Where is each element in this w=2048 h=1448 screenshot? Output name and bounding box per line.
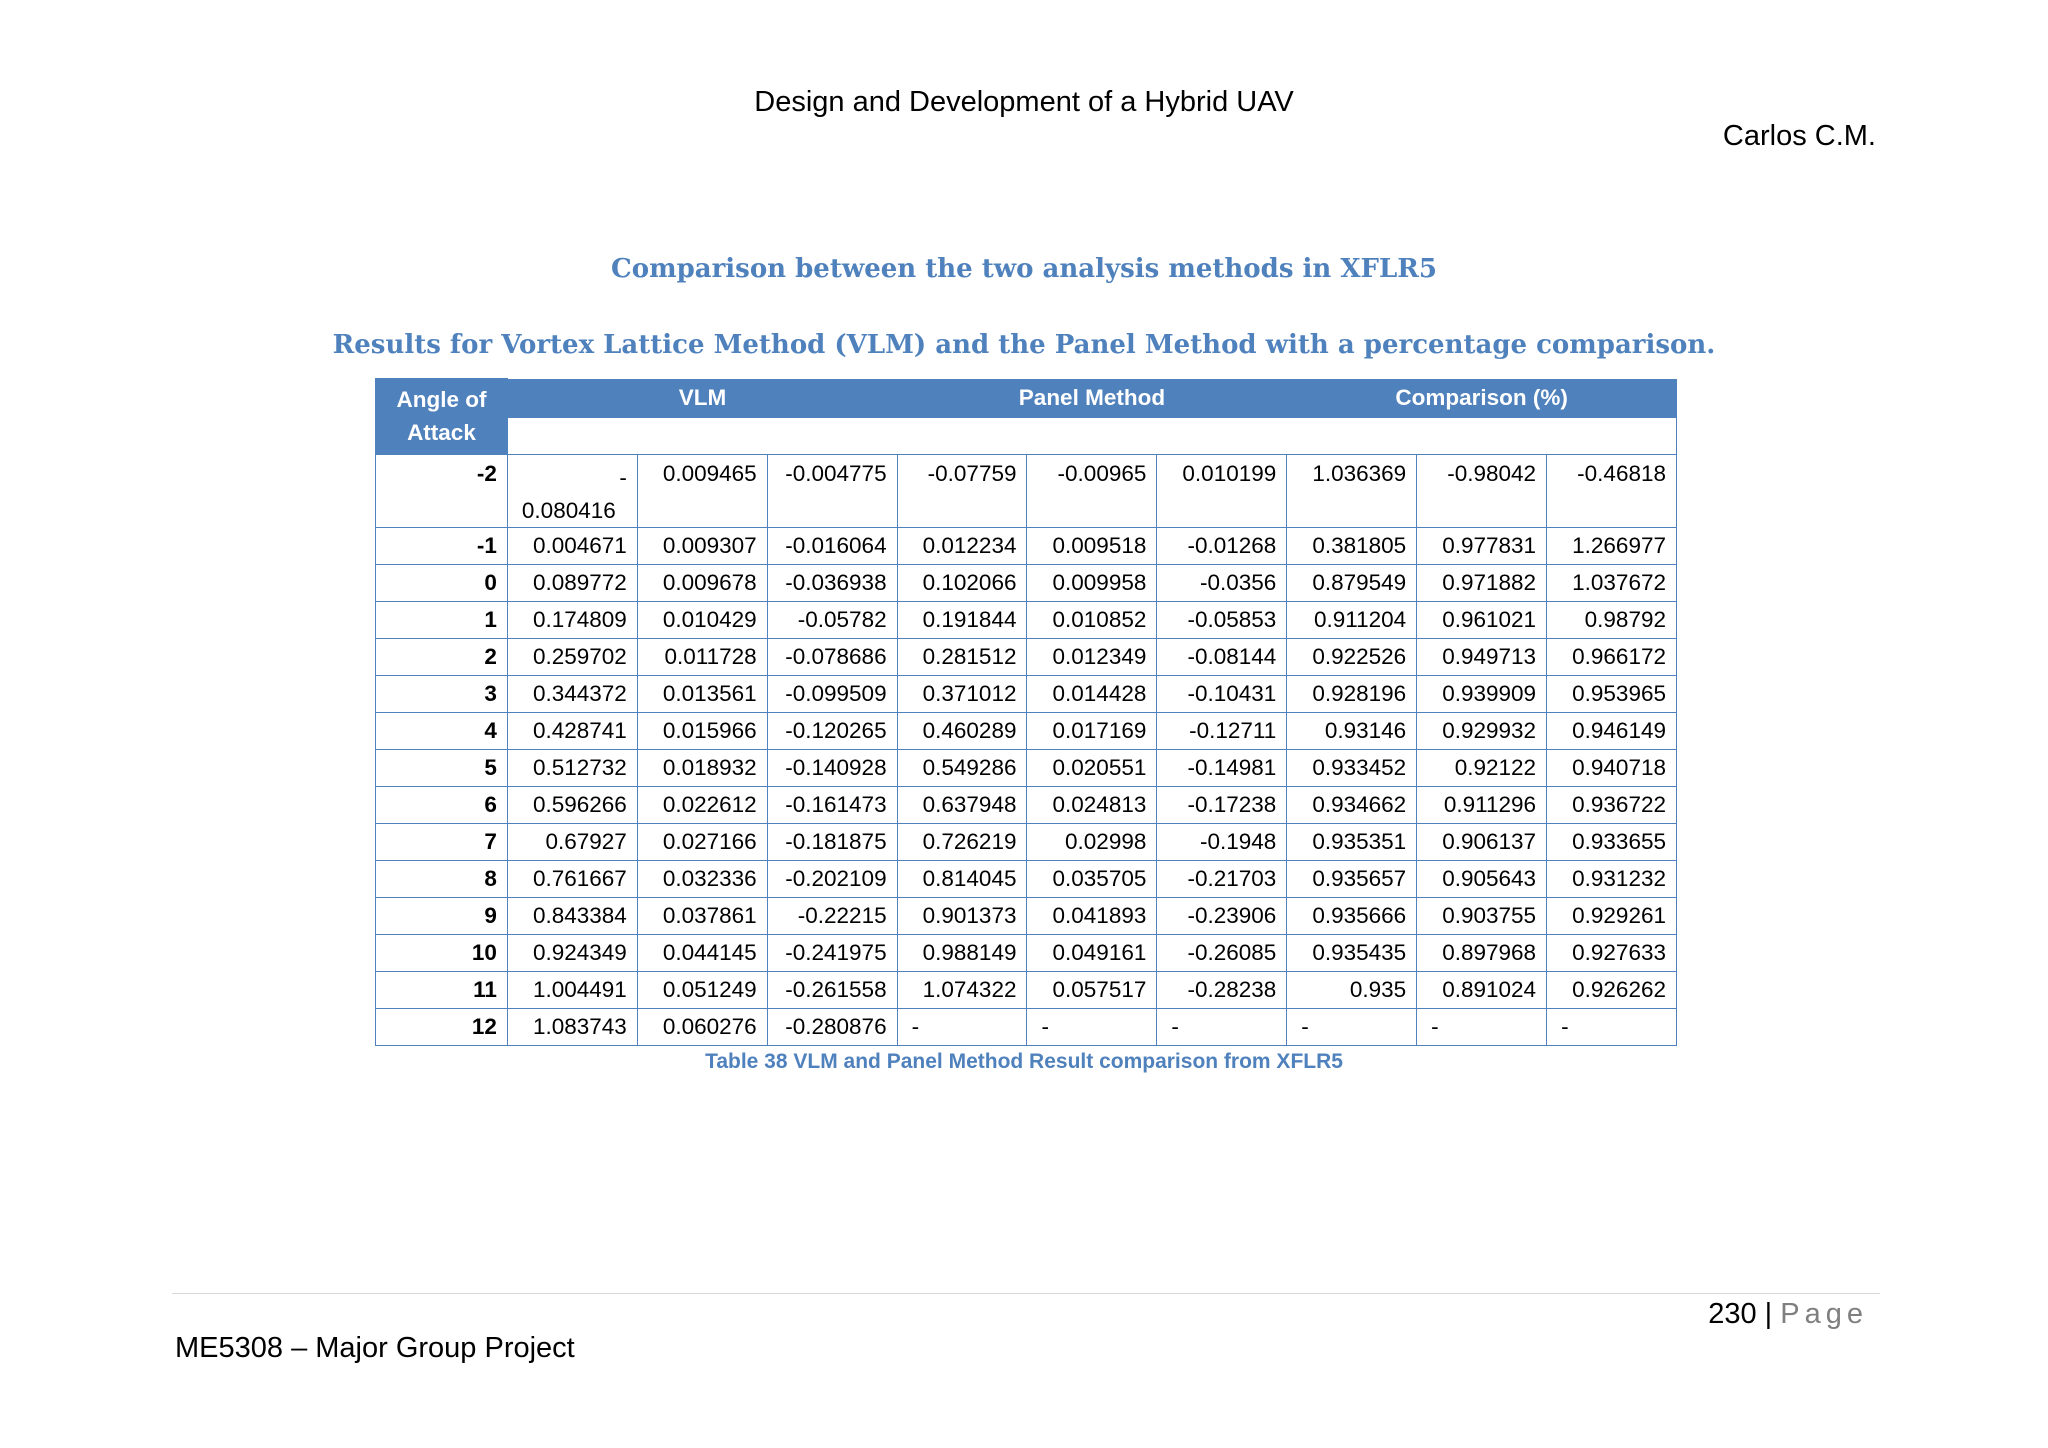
table-cell: 0.174809: [507, 601, 637, 638]
table-cell: -0.46818: [1547, 454, 1677, 527]
table-cell: 0.281512: [897, 638, 1027, 675]
table-cell: 0.044145: [637, 934, 767, 971]
table-cell: 0.927633: [1547, 934, 1677, 971]
document-header-author: Carlos C.M.: [1722, 120, 1876, 152]
table-cell: 0.977831: [1417, 527, 1547, 564]
table-cell: 0.971882: [1417, 564, 1547, 601]
table-cell: -: [1157, 1008, 1287, 1045]
table-cell: 0.512732: [507, 749, 637, 786]
header-comparison: Comparison (%): [1287, 379, 1677, 418]
table-cell: 0.009678: [637, 564, 767, 601]
table-cell: 0.012234: [897, 527, 1027, 564]
table-cell: -0.21703: [1157, 860, 1287, 897]
subheader-blank: [507, 417, 1676, 454]
table-cell: 0.089772: [507, 564, 637, 601]
table-cell: 0.460289: [897, 712, 1027, 749]
table-cell: 0.906137: [1417, 823, 1547, 860]
angle-of-attack-cell: 10: [376, 934, 508, 971]
table-cell: 0.011728: [637, 638, 767, 675]
table-cell: 0.98792: [1547, 601, 1677, 638]
table-cell: 0.67927: [507, 823, 637, 860]
wrapped-digits: 0.080416: [521, 497, 616, 523]
table-cell: 0.032336: [637, 860, 767, 897]
table-cell: 0.017169: [1027, 712, 1157, 749]
table-cell: 1.266977: [1547, 527, 1677, 564]
table-cell: 0.928196: [1287, 675, 1417, 712]
table-cell: 1.037672: [1547, 564, 1677, 601]
table-cell: -0.241975: [767, 934, 897, 971]
table-cell: 0.010199: [1157, 454, 1287, 527]
table-row: [376, 897, 1677, 934]
angle-of-attack-cell: 5: [376, 749, 508, 786]
table-cell: 0.371012: [897, 675, 1027, 712]
table-cell: -0.07759: [897, 454, 1027, 527]
table-row: [376, 454, 1677, 527]
table-cell: 0.814045: [897, 860, 1027, 897]
table-cell: 0.344372: [507, 675, 637, 712]
table-row: [376, 1008, 1677, 1045]
table-cell: -0.00965: [1027, 454, 1157, 527]
table-cell: -: [897, 1008, 1027, 1045]
table-cell: 0.010429: [637, 601, 767, 638]
table-cell: -0.98042: [1417, 454, 1547, 527]
table-cell: -0.08144: [1157, 638, 1287, 675]
table-row: [376, 934, 1677, 971]
table-cell: 0.022612: [637, 786, 767, 823]
table-cell: -0.078686: [767, 638, 897, 675]
table-cell: 1.074322: [897, 971, 1027, 1008]
table-cell: 0.726219: [897, 823, 1027, 860]
table-cell: 0.935666: [1287, 897, 1417, 934]
table-cell: 0.931232: [1547, 860, 1677, 897]
table-cell: 0.761667: [507, 860, 637, 897]
table-row: [376, 601, 1677, 638]
page-number-separator: |: [1764, 1298, 1773, 1330]
table-cell: -0.120265: [767, 712, 897, 749]
table-cell: -0.280876: [767, 1008, 897, 1045]
wrapped-sign: -: [619, 464, 627, 490]
table-cell: 0.903755: [1417, 897, 1547, 934]
page-number-value: 230: [1708, 1298, 1757, 1330]
table-cell: 0.102066: [897, 564, 1027, 601]
table-cell: 0.897968: [1417, 934, 1547, 971]
table-cell: -0.004775: [767, 454, 897, 527]
table-cell: 0.924349: [507, 934, 637, 971]
table-cell: 0.012349: [1027, 638, 1157, 675]
table-cell: 0.004671: [507, 527, 637, 564]
table-cell: 0.92122: [1417, 749, 1547, 786]
table-cell: 0.935435: [1287, 934, 1417, 971]
table-cell: 0.381805: [1287, 527, 1417, 564]
header-angle-of-attack: Angle of Attack: [376, 379, 508, 455]
table-cell: 0.014428: [1027, 675, 1157, 712]
table-cell: 0.934662: [1287, 786, 1417, 823]
table-cell: 0.035705: [1027, 860, 1157, 897]
table-cell: 0.901373: [897, 897, 1027, 934]
angle-of-attack-cell: -2: [376, 454, 508, 527]
table-cell: -0.016064: [767, 527, 897, 564]
table-cell: -: [1547, 1008, 1677, 1045]
table-cell: 0.010852: [1027, 601, 1157, 638]
table-cell: 0.891024: [1417, 971, 1547, 1008]
table-cell: 0.596266: [507, 786, 637, 823]
section-title: Comparison between the two analysis methods in XFLR5: [611, 254, 1437, 284]
angle-of-attack-cell: 8: [376, 860, 508, 897]
table-cell: 0.549286: [897, 749, 1027, 786]
table-cell: -: [1027, 1008, 1157, 1045]
table-row: [376, 712, 1677, 749]
table-row: [376, 786, 1677, 823]
table-cell: -0.22215: [767, 897, 897, 934]
table-cell: 0.191844: [897, 601, 1027, 638]
table-cell: 0.009518: [1027, 527, 1157, 564]
table-cell: 0.949713: [1417, 638, 1547, 675]
table-cell: 0.933452: [1287, 749, 1417, 786]
page-number: [1708, 1298, 1868, 1331]
table-cell: 0.911204: [1287, 601, 1417, 638]
table-cell: 0.933655: [1547, 823, 1677, 860]
table-cell: -0.17238: [1157, 786, 1287, 823]
table-cell: 0.009465: [637, 454, 767, 527]
table-cell: 0.940718: [1547, 749, 1677, 786]
table-cell: 0.935: [1287, 971, 1417, 1008]
table-cell: 0.060276: [637, 1008, 767, 1045]
table-cell: 0.935657: [1287, 860, 1417, 897]
footer-divider: [172, 1293, 1880, 1294]
footer-course: ME5308 – Major Group Project: [175, 1332, 575, 1364]
table-cell: -0.10431: [1157, 675, 1287, 712]
table-row: [376, 675, 1677, 712]
table-cell: -0.23906: [1157, 897, 1287, 934]
angle-of-attack-cell: 0: [376, 564, 508, 601]
table-cell: -0.01268: [1157, 527, 1287, 564]
table-cell: 0.988149: [897, 934, 1027, 971]
table-cell: 1.004491: [507, 971, 637, 1008]
table-row: [376, 638, 1677, 675]
table-cell: -0.05782: [767, 601, 897, 638]
table-cell: 0.259702: [507, 638, 637, 675]
page-label: Page: [1780, 1298, 1868, 1330]
table-body: [376, 454, 1677, 1045]
table-cell: -: [1287, 1008, 1417, 1045]
table-cell: -0.181875: [767, 823, 897, 860]
table-row: [376, 564, 1677, 601]
table-cell: 0.936722: [1547, 786, 1677, 823]
angle-of-attack-cell: 4: [376, 712, 508, 749]
table-cell: 0.966172: [1547, 638, 1677, 675]
header-panel-method: Panel Method: [897, 379, 1287, 418]
table-cell: 0.953965: [1547, 675, 1677, 712]
table-cell: 0.939909: [1417, 675, 1547, 712]
table-cell: 0.428741: [507, 712, 637, 749]
table-row: [376, 971, 1677, 1008]
table-cell: 0.929261: [1547, 897, 1677, 934]
angle-of-attack-cell: 7: [376, 823, 508, 860]
table-cell: 0.020551: [1027, 749, 1157, 786]
table-cell: 0.637948: [897, 786, 1027, 823]
table-cell: 0.02998: [1027, 823, 1157, 860]
table-cell: 0.049161: [1027, 934, 1157, 971]
table-cell: -: [1417, 1008, 1547, 1045]
table-cell: -0.261558: [767, 971, 897, 1008]
table-cell: 0.009958: [1027, 564, 1157, 601]
table-cell: 1.083743: [507, 1008, 637, 1045]
document-header-title: Design and Development of a Hybrid UAV: [754, 86, 1294, 118]
angle-of-attack-cell: 1: [376, 601, 508, 638]
angle-of-attack-cell: 12: [376, 1008, 508, 1045]
table-cell: 0.051249: [637, 971, 767, 1008]
table-cell: -0.26085: [1157, 934, 1287, 971]
table-cell: -0.14981: [1157, 749, 1287, 786]
table-cell: 0.024813: [1027, 786, 1157, 823]
angle-of-attack-cell: 3: [376, 675, 508, 712]
table-row: [376, 749, 1677, 786]
table-cell: 0.879549: [1287, 564, 1417, 601]
table-cell: -0.140928: [767, 749, 897, 786]
table-cell: [507, 454, 637, 527]
table-cell: 0.93146: [1287, 712, 1417, 749]
table-row: [376, 860, 1677, 897]
header-vlm: VLM: [507, 379, 897, 418]
table-cell: -0.1948: [1157, 823, 1287, 860]
table-cell: 0.961021: [1417, 601, 1547, 638]
table-cell: -0.161473: [767, 786, 897, 823]
table-cell: 0.905643: [1417, 860, 1547, 897]
table-row: [376, 527, 1677, 564]
table-cell: 0.929932: [1417, 712, 1547, 749]
table-cell: 0.935351: [1287, 823, 1417, 860]
table-cell: 0.911296: [1417, 786, 1547, 823]
table-cell: 0.037861: [637, 897, 767, 934]
table-cell: 0.843384: [507, 897, 637, 934]
table-cell: 0.015966: [637, 712, 767, 749]
table-cell: -0.036938: [767, 564, 897, 601]
table-cell: 1.036369: [1287, 454, 1417, 527]
table-cell: -0.12711: [1157, 712, 1287, 749]
table-cell: 0.027166: [637, 823, 767, 860]
table-row: [376, 823, 1677, 860]
table-cell: 0.009307: [637, 527, 767, 564]
table-cell: -0.0356: [1157, 564, 1287, 601]
table-cell: 0.018932: [637, 749, 767, 786]
section-subtitle: Results for Vortex Lattice Method (VLM) and the Panel Method with a percentage comparison.: [332, 330, 1716, 360]
angle-of-attack-cell: 11: [376, 971, 508, 1008]
table-cell: -0.28238: [1157, 971, 1287, 1008]
angle-of-attack-cell: 2: [376, 638, 508, 675]
table-caption: Table 38 VLM and Panel Method Result comparison from XFLR5: [705, 1050, 1343, 1073]
table-cell: 0.057517: [1027, 971, 1157, 1008]
angle-of-attack-cell: -1: [376, 527, 508, 564]
table-cell: 0.926262: [1547, 971, 1677, 1008]
table-subheader-row: [376, 417, 1677, 454]
table-cell: -0.099509: [767, 675, 897, 712]
table-cell: -0.05853: [1157, 601, 1287, 638]
table-cell: -0.202109: [767, 860, 897, 897]
table-cell: 0.041893: [1027, 897, 1157, 934]
table-header-row: [376, 379, 1677, 418]
table-cell: 0.013561: [637, 675, 767, 712]
table-cell: 0.922526: [1287, 638, 1417, 675]
results-table: [375, 378, 1677, 1046]
table-cell: 0.946149: [1547, 712, 1677, 749]
angle-of-attack-cell: 9: [376, 897, 508, 934]
angle-of-attack-cell: 6: [376, 786, 508, 823]
